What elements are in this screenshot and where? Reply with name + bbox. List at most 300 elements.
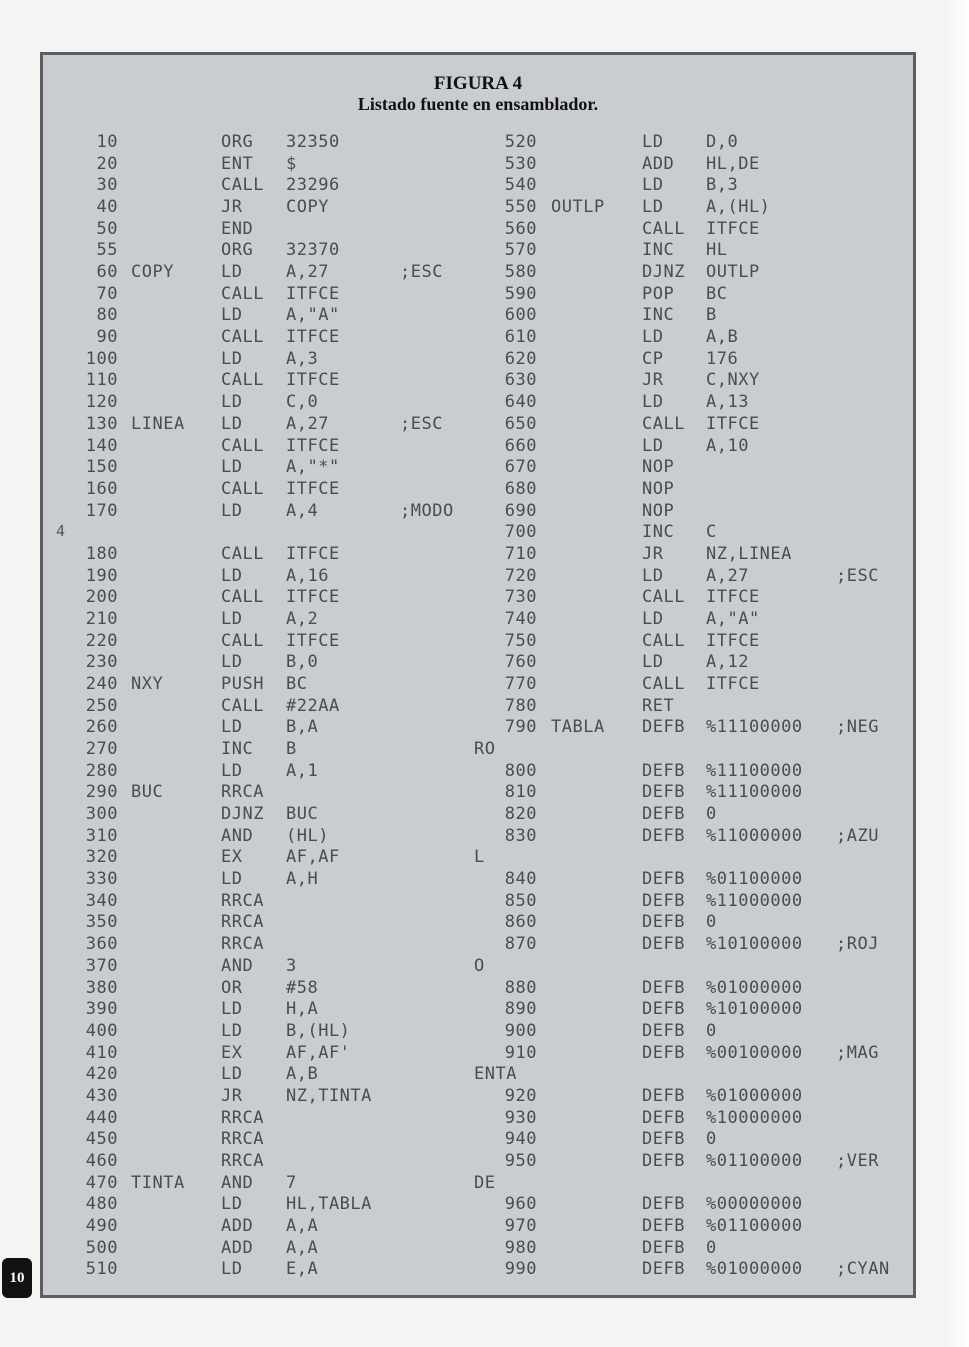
asm-opcode: CALL [642,674,685,694]
asm-opcode: EX [221,847,243,868]
asm-operand: A,2 [286,608,319,629]
asm-opcode: AND [221,955,254,976]
comment-wrap: RO [474,739,496,760]
asm-operand: $ [286,153,297,174]
asm-comment: ;ESC [836,565,879,586]
asm-operand: BUC [286,804,319,825]
asm-opcode: LD [221,1064,243,1085]
asm-operand: %01100000 [706,1216,803,1236]
line-number: 60 [96,262,118,283]
asm-opcode: LD [221,717,243,738]
line-number: 830 [504,825,537,846]
asm-operand: HL [706,240,728,261]
asm-operand: ITFCE [706,630,760,651]
line-number: 140 [85,435,118,456]
asm-opcode: CALL [642,413,685,434]
asm-opcode: DEFB [642,1085,685,1106]
asm-opcode: RRCA [221,1129,264,1150]
listing-line [0,197,969,219]
listing-line [0,782,969,804]
asm-opcode: LD [221,457,243,478]
asm-operand: A,A [286,1216,319,1236]
asm-operand: %01100000 [706,869,803,890]
asm-comment: ;ROJ [836,934,879,955]
asm-opcode: CALL [221,327,264,348]
listing-line [0,327,969,349]
asm-opcode: DJNZ [642,262,685,283]
line-number: 650 [504,413,537,434]
line-number: 330 [85,869,118,890]
asm-label: LINEA [131,413,185,434]
listing-line [0,457,969,479]
listing-line [0,826,969,848]
line-number: 130 [85,413,118,434]
asm-operand: A,27 [706,565,749,586]
asm-opcode: DEFB [642,1216,685,1236]
listing-line [0,1064,969,1086]
listing-line [0,349,969,371]
asm-operand: NZ,TINTA [286,1085,372,1106]
asm-operand: %01000000 [706,977,803,998]
asm-operand: %01000000 [706,1259,803,1280]
line-number: 700 [504,522,537,543]
line-number: 930 [504,1107,537,1128]
asm-opcode: ADD [221,1216,254,1236]
asm-operand: A,"A" [706,608,760,629]
line-number: 460 [85,1150,118,1171]
line-number: 850 [504,890,537,911]
line-number: 350 [85,912,118,933]
line-number: 120 [85,392,118,413]
asm-opcode: JR [221,197,243,218]
asm-operand: D,0 [706,132,739,152]
asm-opcode: ORG [221,132,254,152]
asm-opcode: DJNZ [221,804,264,825]
asm-opcode: LD [642,175,664,196]
line-number: 40 [96,197,118,218]
asm-operand: A,16 [286,565,329,586]
asm-operand: ITFCE [286,283,340,304]
listing-line [0,1194,969,1216]
line-number: 50 [96,218,118,239]
line-number: 680 [504,478,537,499]
line-number: 20 [96,153,118,174]
asm-opcode: LD [642,327,664,348]
asm-opcode: DEFB [642,999,685,1020]
line-number: 530 [504,153,537,174]
line-number: 30 [96,175,118,196]
asm-operand: BC [286,674,308,694]
listing-line [0,1216,969,1238]
listing-line [0,1108,969,1130]
asm-opcode: ADD [221,1237,254,1258]
asm-operand: 0 [706,804,717,825]
asm-operand: COPY [286,197,329,218]
listing-line [0,566,969,588]
line-number: 750 [504,630,537,651]
asm-operand: A,4 [286,500,319,521]
asm-opcode: LD [642,608,664,629]
line-number: 360 [85,934,118,955]
line-number: 310 [85,825,118,846]
line-number: 690 [504,500,537,521]
line-number: 150 [85,457,118,478]
asm-operand: %01000000 [706,1085,803,1106]
asm-opcode: CALL [221,435,264,456]
listing-line [0,999,969,1021]
asm-operand: ITFCE [286,630,340,651]
asm-opcode: RET [642,695,675,716]
line-number: 870 [504,934,537,955]
line-number: 400 [85,1020,118,1041]
asm-opcode: JR [642,543,664,564]
asm-opcode: LD [221,413,243,434]
asm-opcode: AND [221,825,254,846]
listing-line [0,956,969,978]
line-number: 810 [504,782,537,803]
asm-operand: #22AA [286,695,340,716]
asm-operand: ITFCE [706,674,760,694]
asm-opcode: RRCA [221,890,264,911]
asm-opcode: DEFB [642,977,685,998]
line-number: 70 [96,283,118,304]
asm-opcode: LD [221,392,243,413]
listing-line [0,262,969,284]
asm-opcode: DEFB [642,869,685,890]
listing-line [0,847,969,869]
line-number: 780 [504,695,537,716]
asm-opcode: CALL [642,587,685,608]
asm-operand: H,A [286,999,319,1020]
asm-opcode: DEFB [642,1020,685,1041]
asm-opcode: LD [221,1020,243,1041]
asm-operand: 0 [706,1129,717,1150]
line-number: 90 [96,327,118,348]
line-number: 860 [504,912,537,933]
line-number: 820 [504,804,537,825]
listing-line [0,978,969,1000]
line-number: 340 [85,890,118,911]
listing-line [0,1086,969,1108]
asm-operand: %01100000 [706,1150,803,1171]
figure-subtitle: Listado fuente en ensamblador. [357,94,599,114]
asm-opcode: INC [642,240,675,261]
asm-opcode: LD [221,652,243,673]
listing-line [0,1238,969,1260]
asm-operand: ITFCE [706,413,760,434]
asm-opcode: CALL [221,175,264,196]
asm-opcode: DEFB [642,782,685,803]
listing-line [0,631,969,653]
asm-opcode: RRCA [221,1107,264,1128]
asm-opcode: LD [221,1194,243,1215]
asm-opcode: RRCA [221,1150,264,1171]
asm-label: COPY [131,262,174,283]
line-number: 190 [85,565,118,586]
line-number: 990 [504,1259,537,1280]
line-number: 270 [85,739,118,760]
line-number: 630 [504,370,537,391]
listing-line [0,652,969,674]
asm-operand: ITFCE [706,218,760,239]
listing-line [0,219,969,241]
line-number: 220 [85,630,118,651]
line-number: 180 [85,543,118,564]
listing-line [0,175,969,197]
asm-opcode: DEFB [642,1194,685,1215]
line-number: 510 [85,1259,118,1280]
line-number: 880 [504,977,537,998]
asm-operand: C [706,522,717,543]
comment-wrap: ENTA [474,1064,517,1085]
line-number: 570 [504,240,537,261]
line-number: 900 [504,1020,537,1041]
asm-operand: NZ,LINEA [706,543,792,564]
asm-opcode: JR [221,1085,243,1106]
line-number: 290 [85,782,118,803]
asm-opcode: LD [221,608,243,629]
asm-operand: %11100000 [706,717,803,738]
asm-comment: ;MAG [836,1042,879,1063]
listing-line [0,132,969,154]
asm-opcode: DEFB [642,1042,685,1063]
listing-line [0,305,969,327]
line-number: 300 [85,804,118,825]
asm-label: BUC [131,782,164,803]
asm-operand: (HL) [286,825,329,846]
line-number: 720 [504,565,537,586]
asm-opcode: LD [221,760,243,781]
asm-operand: A,13 [706,392,749,413]
figure-heading [40,74,916,115]
asm-operand: 3 [286,955,297,976]
line-number: 450 [85,1129,118,1150]
line-number: 840 [504,869,537,890]
asm-operand: 0 [706,1020,717,1041]
asm-operand: #58 [286,977,319,998]
asm-operand: ITFCE [286,435,340,456]
line-number: 100 [85,348,118,369]
asm-operand: %11000000 [706,825,803,846]
page-edge [947,0,969,1347]
line-number: 420 [85,1064,118,1085]
asm-opcode: CALL [221,587,264,608]
listing-line [0,934,969,956]
asm-opcode: DEFB [642,1107,685,1128]
asm-operand: A,(HL) [706,197,771,218]
comment-wrap: L [474,847,485,868]
listing-line [0,674,969,696]
asm-comment: ;ESC [400,262,443,283]
listing-line [0,544,969,566]
asm-label: OUTLP [551,197,605,218]
listing-line [0,436,969,458]
line-number: 940 [504,1129,537,1150]
line-number: 10 [96,132,118,152]
line-number: 380 [85,977,118,998]
asm-comment: ;ESC [400,413,443,434]
line-number: 590 [504,283,537,304]
asm-operand: 0 [706,1237,717,1258]
asm-opcode: LD [221,565,243,586]
asm-opcode: CALL [221,695,264,716]
asm-operand: 32370 [286,240,340,261]
asm-opcode: DEFB [642,1237,685,1258]
listing-line [0,804,969,826]
asm-label: TABLA [551,717,605,738]
asm-opcode: DEFB [642,934,685,955]
asm-opcode: ENT [221,153,254,174]
margin-mark: 4 [56,522,66,540]
line-number: 470 [85,1172,118,1193]
asm-opcode: DEFB [642,760,685,781]
listing-line [0,1021,969,1043]
line-number: 670 [504,457,537,478]
line-number: 550 [504,197,537,218]
asm-comment: ;NEG [836,717,879,738]
asm-opcode: DEFB [642,825,685,846]
line-number: 640 [504,392,537,413]
asm-opcode: LD [642,565,664,586]
asm-operand: A,"*" [286,457,340,478]
asm-operand: AF,AF' [286,1042,351,1063]
line-number: 980 [504,1237,537,1258]
line-number: 800 [504,760,537,781]
asm-operand: AF,AF [286,847,340,868]
asm-operand: ITFCE [286,327,340,348]
asm-comment: ;MODO [400,500,454,521]
asm-opcode: ADD [642,153,675,174]
asm-opcode: DEFB [642,804,685,825]
listing-line [0,696,969,718]
asm-operand: 23296 [286,175,340,196]
asm-opcode: OR [221,977,243,998]
listing-line [0,891,969,913]
asm-operand: B [706,305,717,326]
asm-operand: ITFCE [286,478,340,499]
asm-operand: A,B [286,1064,319,1085]
asm-opcode: END [221,218,254,239]
line-number: 320 [85,847,118,868]
asm-operand: %10100000 [706,934,803,955]
asm-opcode: POP [642,283,675,304]
line-number: 970 [504,1216,537,1236]
asm-opcode: LD [221,348,243,369]
asm-operand: ITFCE [286,543,340,564]
asm-operand: 0 [706,912,717,933]
asm-opcode: ORG [221,240,254,261]
line-number: 520 [504,132,537,152]
asm-operand: A,27 [286,413,329,434]
asm-opcode: LD [221,500,243,521]
asm-opcode: LD [221,262,243,283]
asm-opcode: LD [642,435,664,456]
asm-opcode: INC [642,305,675,326]
line-number: 240 [85,674,118,694]
line-number: 230 [85,652,118,673]
listing-line [0,370,969,392]
asm-operand: A,B [706,327,739,348]
listing-line [0,912,969,934]
asm-opcode: NOP [642,478,675,499]
line-number: 410 [85,1042,118,1063]
listing-line [0,717,969,739]
asm-operand: A,H [286,869,319,890]
asm-operand: A,3 [286,348,319,369]
asm-opcode: DEFB [642,890,685,911]
line-number: 580 [504,262,537,283]
asm-operand: B,(HL) [286,1020,351,1041]
line-number: 790 [504,717,537,738]
line-number: 600 [504,305,537,326]
asm-comment: ;VER [836,1150,879,1171]
asm-opcode: PUSH [221,674,264,694]
asm-operand: ITFCE [286,587,340,608]
asm-opcode: LD [221,305,243,326]
asm-operand: A,1 [286,760,319,781]
line-number: 490 [85,1216,118,1236]
line-number: 500 [85,1237,118,1258]
asm-opcode: DEFB [642,717,685,738]
asm-operand: %11100000 [706,782,803,803]
asm-operand: ITFCE [286,370,340,391]
asm-opcode: LD [642,652,664,673]
line-number: 950 [504,1150,537,1171]
line-number: 260 [85,717,118,738]
listing-line [0,1129,969,1151]
line-number: 280 [85,760,118,781]
line-number: 770 [504,674,537,694]
asm-operand: OUTLP [706,262,760,283]
asm-opcode: DEFB [642,1129,685,1150]
asm-operand: %11100000 [706,760,803,781]
asm-opcode: INC [221,739,254,760]
listing-line [0,414,969,436]
listing-line [0,1043,969,1065]
asm-operand: A,12 [706,652,749,673]
asm-opcode: INC [642,522,675,543]
asm-opcode: CALL [221,543,264,564]
line-number: 610 [504,327,537,348]
asm-operand: HL,DE [706,153,760,174]
comment-wrap: DE [474,1172,496,1193]
asm-opcode: NOP [642,457,675,478]
asm-label: NXY [131,674,164,694]
listing-line [0,522,969,544]
line-number: 730 [504,587,537,608]
line-number: 440 [85,1107,118,1128]
asm-operand: HL,TABLA [286,1194,372,1215]
line-number: 55 [96,240,118,261]
asm-operand: ITFCE [706,587,760,608]
line-number: 560 [504,218,537,239]
asm-operand: C,0 [286,392,319,413]
line-number: 80 [96,305,118,326]
listing-line [0,1173,969,1195]
asm-opcode: DEFB [642,1259,685,1280]
asm-opcode: DEFB [642,912,685,933]
asm-opcode: AND [221,1172,254,1193]
asm-operand: %00000000 [706,1194,803,1215]
asm-opcode: CP [642,348,664,369]
asm-operand: %10100000 [706,999,803,1020]
line-number: 200 [85,587,118,608]
asm-comment: ;CYAN [836,1259,890,1280]
line-number: 210 [85,608,118,629]
line-number: 170 [85,500,118,521]
line-number: 710 [504,543,537,564]
listing-line [0,761,969,783]
